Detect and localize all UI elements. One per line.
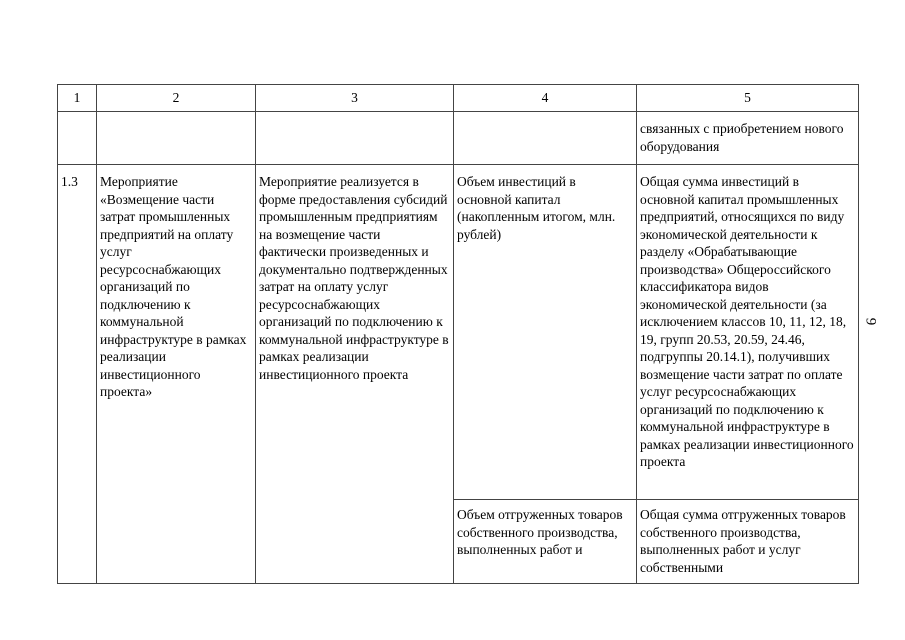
continuation-cell-5: связанных с приобретением нового оборудования xyxy=(637,112,859,165)
document-table xyxy=(57,84,859,584)
indicator-shipped-goods: Объем отгруженных товаров собственного производства, выполненных работ и xyxy=(454,500,637,584)
continuation-cell-3 xyxy=(256,112,454,165)
header-col-5: 5 xyxy=(637,85,859,112)
continuation-cell-2 xyxy=(97,112,256,165)
header-col-1: 1 xyxy=(58,85,97,112)
row-number: 1.3 xyxy=(58,165,97,584)
page-number: 9 xyxy=(862,317,879,326)
header-col-3: 3 xyxy=(256,85,454,112)
header-col-2: 2 xyxy=(97,85,256,112)
continuation-cell-4 xyxy=(454,112,637,165)
table-row-1-3 xyxy=(58,165,859,500)
method-shipped-goods: Общая сумма отгруженных товаров собственного производства, выполненных работ и услуг собственными xyxy=(637,500,859,584)
indicator-investment: Объем инвестиций в основной капитал (накопленным итогом, млн. рублей) xyxy=(454,165,637,500)
measure-description: Мероприятие реализуется в форме предоставления субсидий промышленным предприятиям на возмещение части фактически произведенных и документально подтвержденных затрат на оплату услуг ресурсоснабжающих организаций по подключению к коммунальной инфраструктуре в рамках реализации инвестиционного проекта xyxy=(256,165,454,584)
continuation-row xyxy=(58,112,859,165)
continuation-cell-1 xyxy=(58,112,97,165)
table-header-row xyxy=(58,85,859,112)
header-col-4: 4 xyxy=(454,85,637,112)
measure-name: Мероприятие «Возмещение части затрат промышленных предприятий на оплату услуг ресурсоснабжающих организаций по подключению к коммунальной инфраструктуре в рамках реализации инвестиционного проекта» xyxy=(97,165,256,584)
method-investment: Общая сумма инвестиций в основной капитал промышленных предприятий, относящихся по виду экономической деятельности к разделу «Обрабатывающие производства» Общероссийского классификатора видов экономической деятельности (за исключением классов 10, 11, 12, 18, 19, групп 20.53, 20.59, 24.46, подгруппы 20.14.1), получивших возмещение части затрат по оплате услуг ресурсоснабжающих организаций по подключению к коммунальной инфраструктуре в рамках реализации инвестиционного проекта xyxy=(637,165,859,500)
